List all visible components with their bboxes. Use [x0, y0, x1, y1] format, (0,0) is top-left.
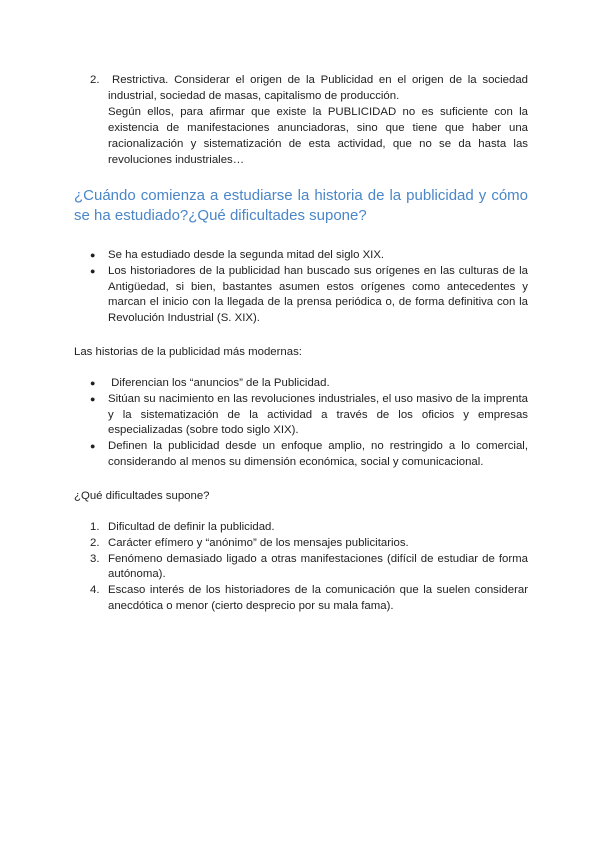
list-number: 3. [90, 552, 100, 565]
list-item-text: Los historiadores de la publicidad han buscado sus orígenes en las culturas de la Antigüedad, si bien, bastantes asumen estos orígenes como antecedentes y marcan el inicio con la llegada de la prensa periódica o, de forma definitiva con la Revolución Industrial (S. XIX). [108, 264, 528, 325]
list-item-text: Escaso interés de los historiadores de la comunicación que la suelen considerar anecdótica o menor (cierto desprecio por su mala fama). [108, 584, 528, 612]
paragraph-restrictiva: Restrictiva. Considerar el origen de la Publicidad en el origen de la sociedad industrial, sociedad de masas, capitalismo de producción. [108, 74, 528, 102]
list-item-text: Diferencian los “anuncios” de la Publicidad. [108, 377, 330, 389]
list-item-text: Sitúan su nacimiento en las revoluciones industriales, el uso masivo de la imprenta y la sistematización de la actividad a través de los oficios y empresas especializadas (sobre todo siglo XIX). [108, 392, 528, 437]
list-number: 1. [90, 521, 100, 533]
section-heading: ¿Cuándo comienza a estudiarse la historia de la publicidad y cómo se ha estudiado?¿Qué dificultades supone? [74, 187, 528, 224]
paragraph-segun-ellos: Según ellos, para afirmar que existe la PUBLICIDAD no es suficiente con la existencia de manifestaciones anunciadoras, sino que tiene que haber una racionalización y sistematización de esta actividad, que no se da hasta las revoluciones industriales… [108, 106, 528, 166]
list-item [90, 392, 528, 439]
bullet-icon: ● [90, 393, 96, 404]
bullet-list-modern [90, 376, 528, 471]
list-item-text: Carácter efímero y “anónimo” de los mensajes publicitarios. [108, 536, 409, 549]
list-item [90, 248, 528, 264]
paragraph-modern-intro: Las historias de la publicidad más modernas: [74, 346, 302, 358]
paragraph-difficulties-title: ¿Qué dificultades supone? [74, 490, 210, 502]
bullet-icon: ● [90, 378, 96, 388]
list-item [90, 376, 528, 392]
numbered-list-difficulties [90, 520, 528, 615]
list-number: 2. [90, 74, 100, 86]
bullet-icon: ● [90, 250, 96, 260]
list-item-text: Dificultad de definir la publicidad. [108, 521, 275, 533]
numbered-item-restrictiva [90, 72, 528, 168]
bullet-icon: ● [90, 265, 96, 276]
list-item [90, 520, 528, 536]
list-item [90, 536, 528, 552]
list-number: 4. [90, 584, 100, 597]
list-item-text: Definen la publicidad desde un enfoque amplio, no restringido a lo comercial, considerando al menos su dimensión económica, social y comunicacional. [108, 440, 528, 468]
list-number: 2. [90, 536, 100, 549]
list-item [90, 264, 528, 327]
list-item [90, 583, 528, 615]
list-item [90, 439, 528, 471]
bullet-icon: ● [90, 441, 96, 452]
list-item-text: Se ha estudiado desde la segunda mitad del siglo XIX. [108, 249, 385, 261]
bullet-list-history [90, 248, 528, 327]
list-item [90, 552, 528, 584]
list-item-text: Fenómeno demasiado ligado a otras manifestaciones (difícil de estudiar de forma autónoma). [108, 552, 528, 581]
